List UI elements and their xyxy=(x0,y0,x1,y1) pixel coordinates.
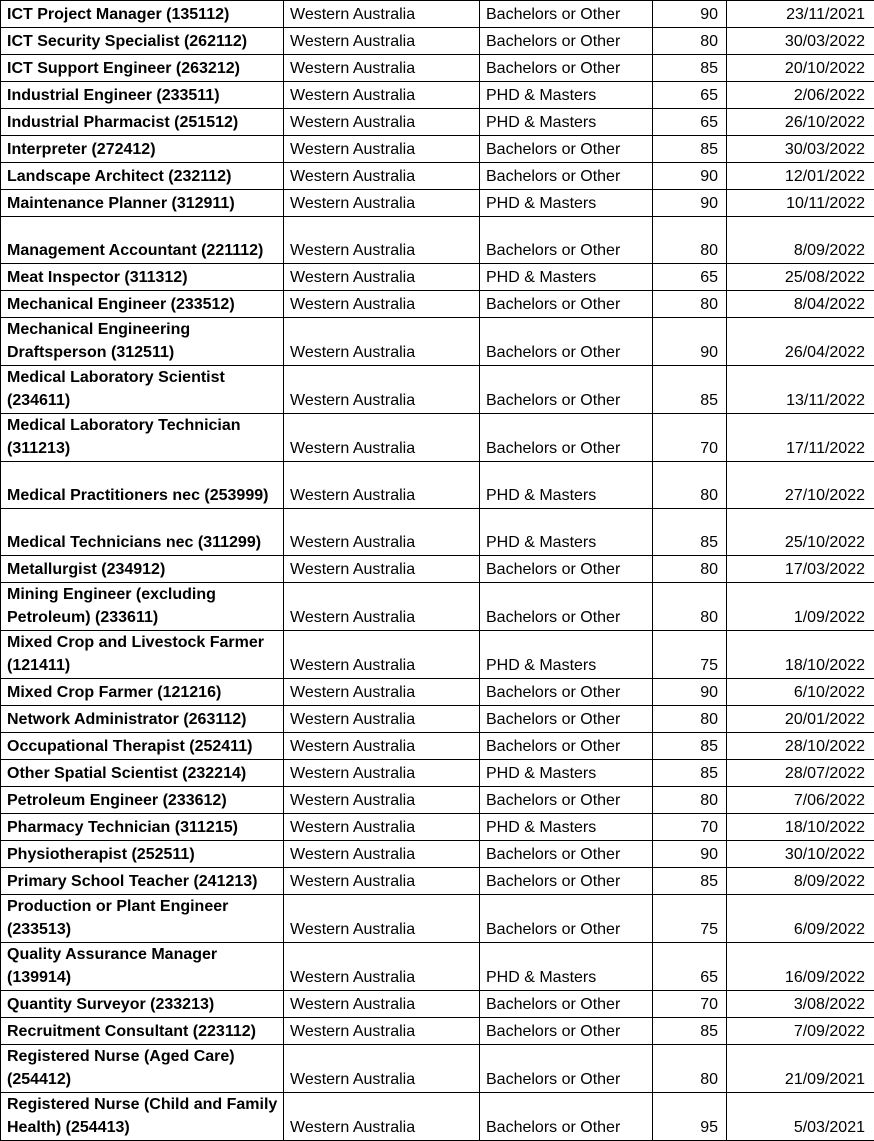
date-cell: 2/06/2022 xyxy=(727,82,874,109)
table-row xyxy=(1,583,874,631)
occupation-cell: ICT Security Specialist (262112) xyxy=(1,28,284,55)
date-cell: 20/10/2022 xyxy=(727,55,874,82)
table-row xyxy=(1,366,874,414)
state-cell: Western Australia xyxy=(284,462,480,509)
points-cell: 65 xyxy=(653,109,727,136)
state-cell: Western Australia xyxy=(284,943,480,991)
date-cell: 16/09/2022 xyxy=(727,943,874,991)
points-cell: 90 xyxy=(653,318,727,366)
occupation-cell: Pharmacy Technician (311215) xyxy=(1,814,284,841)
education-cell: Bachelors or Other xyxy=(480,1,653,28)
education-cell: Bachelors or Other xyxy=(480,414,653,462)
education-cell: Bachelors or Other xyxy=(480,136,653,163)
date-cell: 8/09/2022 xyxy=(727,217,874,264)
date-cell: 7/06/2022 xyxy=(727,787,874,814)
date-cell: 25/10/2022 xyxy=(727,509,874,556)
education-cell: PHD & Masters xyxy=(480,509,653,556)
occupation-cell: Registered Nurse (Aged Care) (254412) xyxy=(1,1045,284,1093)
date-cell: 28/10/2022 xyxy=(727,733,874,760)
table-row xyxy=(1,706,874,733)
points-cell: 85 xyxy=(653,55,727,82)
education-cell: Bachelors or Other xyxy=(480,55,653,82)
education-cell: PHD & Masters xyxy=(480,631,653,679)
education-cell: Bachelors or Other xyxy=(480,583,653,631)
education-cell: Bachelors or Other xyxy=(480,163,653,190)
points-cell: 85 xyxy=(653,136,727,163)
date-cell: 23/11/2021 xyxy=(727,1,874,28)
state-cell: Western Australia xyxy=(284,583,480,631)
education-cell: Bachelors or Other xyxy=(480,318,653,366)
education-cell: PHD & Masters xyxy=(480,760,653,787)
date-cell: 5/03/2021 xyxy=(727,1093,874,1141)
table-row xyxy=(1,943,874,991)
date-cell: 8/09/2022 xyxy=(727,868,874,895)
table-row xyxy=(1,55,874,82)
state-cell: Western Australia xyxy=(284,895,480,943)
education-cell: PHD & Masters xyxy=(480,109,653,136)
table-row xyxy=(1,28,874,55)
table-row xyxy=(1,631,874,679)
table-row xyxy=(1,868,874,895)
date-cell: 1/09/2022 xyxy=(727,583,874,631)
occupation-cell: Meat Inspector (311312) xyxy=(1,264,284,291)
points-cell: 80 xyxy=(653,1045,727,1093)
table-row xyxy=(1,1,874,28)
occupation-cell: Medical Laboratory Scientist (234611) xyxy=(1,366,284,414)
points-cell: 90 xyxy=(653,841,727,868)
occupation-cell: Registered Nurse (Child and Family Health) (254413) xyxy=(1,1093,284,1141)
education-cell: PHD & Masters xyxy=(480,814,653,841)
state-cell: Western Australia xyxy=(284,679,480,706)
points-cell: 85 xyxy=(653,1018,727,1045)
points-cell: 70 xyxy=(653,991,727,1018)
occupation-cell: Industrial Pharmacist (251512) xyxy=(1,109,284,136)
education-cell: Bachelors or Other xyxy=(480,868,653,895)
occupation-cell: Quantity Surveyor (233213) xyxy=(1,991,284,1018)
state-cell: Western Australia xyxy=(284,733,480,760)
education-cell: Bachelors or Other xyxy=(480,679,653,706)
education-cell: PHD & Masters xyxy=(480,190,653,217)
education-cell: PHD & Masters xyxy=(480,462,653,509)
state-cell: Western Australia xyxy=(284,760,480,787)
state-cell: Western Australia xyxy=(284,787,480,814)
education-cell: Bachelors or Other xyxy=(480,28,653,55)
state-cell: Western Australia xyxy=(284,55,480,82)
occupation-cell: Primary School Teacher (241213) xyxy=(1,868,284,895)
occupation-cell: Management Accountant (221112) xyxy=(1,217,284,264)
occupation-cell: Network Administrator (263112) xyxy=(1,706,284,733)
state-cell: Western Australia xyxy=(284,318,480,366)
points-cell: 90 xyxy=(653,679,727,706)
date-cell: 7/09/2022 xyxy=(727,1018,874,1045)
points-cell: 85 xyxy=(653,868,727,895)
points-cell: 80 xyxy=(653,291,727,318)
state-cell: Western Australia xyxy=(284,366,480,414)
education-cell: Bachelors or Other xyxy=(480,895,653,943)
occupation-cell: Mechanical Engineer (233512) xyxy=(1,291,284,318)
date-cell: 10/11/2022 xyxy=(727,190,874,217)
state-cell: Western Australia xyxy=(284,841,480,868)
table-row xyxy=(1,136,874,163)
points-cell: 90 xyxy=(653,1,727,28)
occupation-cell: Occupational Therapist (252411) xyxy=(1,733,284,760)
state-cell: Western Australia xyxy=(284,109,480,136)
date-cell: 30/03/2022 xyxy=(727,28,874,55)
table-row xyxy=(1,787,874,814)
education-cell: Bachelors or Other xyxy=(480,991,653,1018)
table-row xyxy=(1,318,874,366)
occupation-cell: Industrial Engineer (233511) xyxy=(1,82,284,109)
state-cell: Western Australia xyxy=(284,631,480,679)
points-cell: 80 xyxy=(653,787,727,814)
state-cell: Western Australia xyxy=(284,556,480,583)
occupation-cell: Petroleum Engineer (233612) xyxy=(1,787,284,814)
points-cell: 70 xyxy=(653,814,727,841)
state-cell: Western Australia xyxy=(284,1093,480,1141)
points-cell: 85 xyxy=(653,760,727,787)
table-row xyxy=(1,82,874,109)
points-cell: 65 xyxy=(653,264,727,291)
table-row xyxy=(1,760,874,787)
date-cell: 17/11/2022 xyxy=(727,414,874,462)
table-row xyxy=(1,895,874,943)
table-row xyxy=(1,163,874,190)
date-cell: 8/04/2022 xyxy=(727,291,874,318)
education-cell: PHD & Masters xyxy=(480,943,653,991)
education-cell: Bachelors or Other xyxy=(480,1093,653,1141)
table-row xyxy=(1,814,874,841)
date-cell: 18/10/2022 xyxy=(727,631,874,679)
education-cell: Bachelors or Other xyxy=(480,366,653,414)
state-cell: Western Australia xyxy=(284,814,480,841)
education-cell: Bachelors or Other xyxy=(480,733,653,760)
state-cell: Western Australia xyxy=(284,1,480,28)
date-cell: 18/10/2022 xyxy=(727,814,874,841)
points-cell: 85 xyxy=(653,509,727,556)
education-cell: Bachelors or Other xyxy=(480,1018,653,1045)
education-cell: Bachelors or Other xyxy=(480,841,653,868)
table-row xyxy=(1,291,874,318)
occupation-cell: Medical Practitioners nec (253999) xyxy=(1,462,284,509)
state-cell: Western Australia xyxy=(284,291,480,318)
points-cell: 80 xyxy=(653,556,727,583)
state-cell: Western Australia xyxy=(284,82,480,109)
state-cell: Western Australia xyxy=(284,509,480,556)
education-cell: Bachelors or Other xyxy=(480,787,653,814)
state-cell: Western Australia xyxy=(284,136,480,163)
date-cell: 25/08/2022 xyxy=(727,264,874,291)
occupation-cell: Quality Assurance Manager (139914) xyxy=(1,943,284,991)
date-cell: 30/10/2022 xyxy=(727,841,874,868)
table-row xyxy=(1,1045,874,1093)
table-row xyxy=(1,190,874,217)
date-cell: 30/03/2022 xyxy=(727,136,874,163)
points-cell: 70 xyxy=(653,414,727,462)
education-cell: PHD & Masters xyxy=(480,82,653,109)
points-cell: 80 xyxy=(653,583,727,631)
table-row xyxy=(1,109,874,136)
points-cell: 80 xyxy=(653,706,727,733)
state-cell: Western Australia xyxy=(284,264,480,291)
state-cell: Western Australia xyxy=(284,163,480,190)
occupation-cell: Mixed Crop and Livestock Farmer (121411) xyxy=(1,631,284,679)
occupation-cell: Interpreter (272412) xyxy=(1,136,284,163)
table-row xyxy=(1,733,874,760)
education-cell: Bachelors or Other xyxy=(480,706,653,733)
table-row xyxy=(1,679,874,706)
occupation-cell: Production or Plant Engineer (233513) xyxy=(1,895,284,943)
occupation-cell: Recruitment Consultant (223112) xyxy=(1,1018,284,1045)
points-cell: 80 xyxy=(653,462,727,509)
occupation-cell: Medical Technicians nec (311299) xyxy=(1,509,284,556)
occupation-cell: Physiotherapist (252511) xyxy=(1,841,284,868)
points-cell: 85 xyxy=(653,366,727,414)
state-cell: Western Australia xyxy=(284,706,480,733)
points-cell: 75 xyxy=(653,631,727,679)
table-row xyxy=(1,991,874,1018)
education-cell: Bachelors or Other xyxy=(480,556,653,583)
occupation-cell: Mining Engineer (excluding Petroleum) (233611) xyxy=(1,583,284,631)
date-cell: 13/11/2022 xyxy=(727,366,874,414)
date-cell: 3/08/2022 xyxy=(727,991,874,1018)
date-cell: 28/07/2022 xyxy=(727,760,874,787)
occupation-cell: Mechanical Engineering Draftsperson (312511) xyxy=(1,318,284,366)
state-cell: Western Australia xyxy=(284,414,480,462)
occupation-table-body xyxy=(1,1,874,1141)
table-row xyxy=(1,414,874,462)
date-cell: 12/01/2022 xyxy=(727,163,874,190)
date-cell: 6/09/2022 xyxy=(727,895,874,943)
occupation-cell: Other Spatial Scientist (232214) xyxy=(1,760,284,787)
points-cell: 85 xyxy=(653,733,727,760)
state-cell: Western Australia xyxy=(284,190,480,217)
date-cell: 27/10/2022 xyxy=(727,462,874,509)
occupation-cell: Mixed Crop Farmer (121216) xyxy=(1,679,284,706)
state-cell: Western Australia xyxy=(284,868,480,895)
date-cell: 20/01/2022 xyxy=(727,706,874,733)
points-cell: 95 xyxy=(653,1093,727,1141)
state-cell: Western Australia xyxy=(284,217,480,264)
education-cell: Bachelors or Other xyxy=(480,291,653,318)
date-cell: 6/10/2022 xyxy=(727,679,874,706)
points-cell: 65 xyxy=(653,943,727,991)
table-row xyxy=(1,509,874,556)
table-row xyxy=(1,556,874,583)
table-row xyxy=(1,1093,874,1141)
education-cell: PHD & Masters xyxy=(480,264,653,291)
education-cell: Bachelors or Other xyxy=(480,217,653,264)
table-row xyxy=(1,841,874,868)
occupation-cell: ICT Project Manager (135112) xyxy=(1,1,284,28)
state-cell: Western Australia xyxy=(284,991,480,1018)
points-cell: 90 xyxy=(653,190,727,217)
occupation-cell: ICT Support Engineer (263212) xyxy=(1,55,284,82)
points-cell: 90 xyxy=(653,163,727,190)
table-row xyxy=(1,217,874,264)
points-cell: 80 xyxy=(653,217,727,264)
date-cell: 26/10/2022 xyxy=(727,109,874,136)
state-cell: Western Australia xyxy=(284,28,480,55)
points-cell: 75 xyxy=(653,895,727,943)
occupation-cell: Maintenance Planner (312911) xyxy=(1,190,284,217)
table-row xyxy=(1,1018,874,1045)
date-cell: 21/09/2021 xyxy=(727,1045,874,1093)
occupation-cell: Landscape Architect (232112) xyxy=(1,163,284,190)
state-cell: Western Australia xyxy=(284,1045,480,1093)
points-cell: 65 xyxy=(653,82,727,109)
occupation-cell: Metallurgist (234912) xyxy=(1,556,284,583)
state-cell: Western Australia xyxy=(284,1018,480,1045)
table-row xyxy=(1,462,874,509)
points-cell: 80 xyxy=(653,28,727,55)
education-cell: Bachelors or Other xyxy=(480,1045,653,1093)
occupation-cell: Medical Laboratory Technician (311213) xyxy=(1,414,284,462)
date-cell: 17/03/2022 xyxy=(727,556,874,583)
date-cell: 26/04/2022 xyxy=(727,318,874,366)
table-row xyxy=(1,264,874,291)
